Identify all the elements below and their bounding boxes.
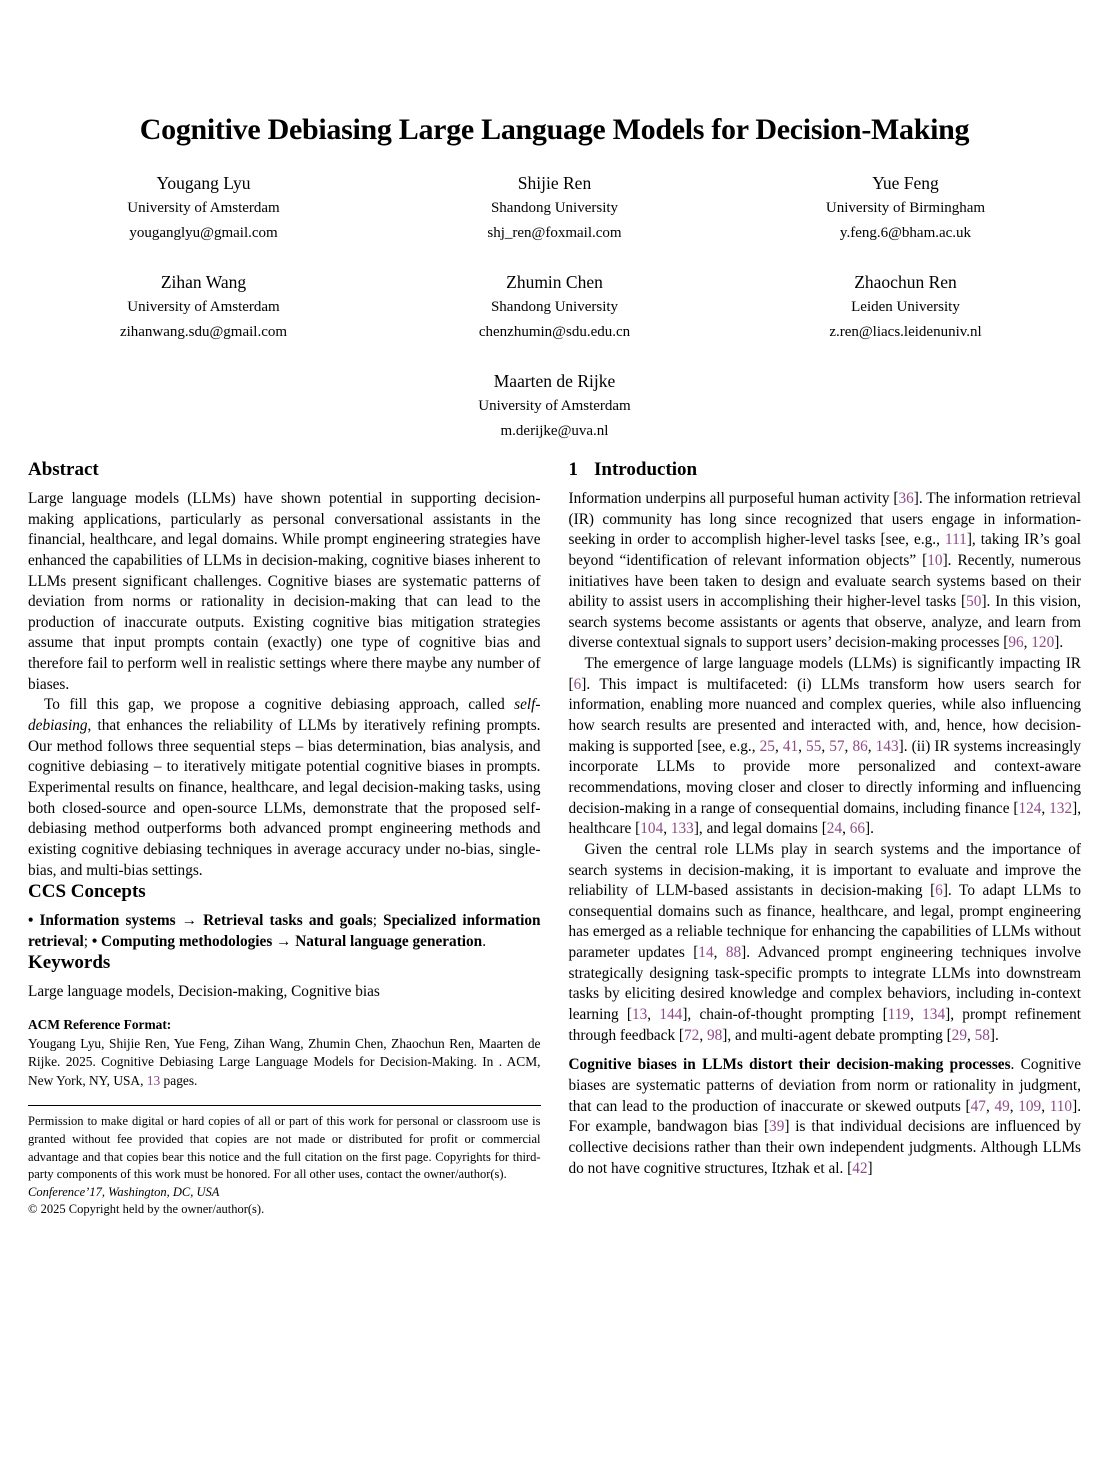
permission-text: Permission to make digital or hard copies of all or part of this work for personal or classroom use is granted without fee provided that copies are not made or distributed for profit or commercial advantage and that copies bear this notice and the full citation on the first page. Copyrights for third-party components of this work must be honored. For all other uses, contact the owner/author(s). — [28, 1114, 541, 1182]
text-segment: ; — [83, 932, 92, 950]
text-segment: , — [985, 1097, 995, 1115]
author-email: zihanwang.sdu@gmail.com — [119, 323, 288, 340]
text-segment: • Information systems → Retrieval tasks and goals — [28, 912, 373, 930]
text-segment: Specialized information retrieval — [28, 912, 541, 950]
text-segment: Information underpins all purposeful human activity [ — [568, 490, 899, 507]
text-segment: , — [1009, 1097, 1019, 1115]
author-block — [730, 271, 1081, 345]
text-segment: , — [821, 737, 830, 755]
text-segment: self-debiasing — [28, 696, 541, 735]
two-column-body — [28, 459, 1081, 1219]
author-email: youganglyu@gmail.com — [129, 224, 278, 241]
text-segment: . — [482, 932, 487, 950]
text-segment: pages. — [160, 1072, 198, 1088]
text-segment: ], healthcare [ — [568, 799, 1082, 838]
text-segment: , — [1023, 634, 1032, 652]
citation-link[interactable]: 50 — [966, 593, 982, 611]
citation-link[interactable]: 6 — [573, 675, 582, 693]
citation-link[interactable]: 119 — [887, 1006, 911, 1024]
author-email: m.derijke@uva.nl — [500, 422, 609, 439]
text-segment: ], prompt refinement through feedback [ — [568, 1006, 1081, 1044]
text-segment: ]. — [865, 820, 874, 838]
text-segment: ] — [867, 1159, 873, 1177]
citation-link[interactable]: 88 — [725, 944, 742, 962]
citation-link[interactable]: 36 — [898, 490, 914, 507]
intro-paragraph-1 — [569, 489, 1082, 654]
text-segment: The emergence of large language models (LLMs) is significantly impacting IR [ — [568, 655, 1081, 693]
citation-link[interactable]: 144 — [659, 1006, 683, 1024]
author-affiliation: Shandong University — [490, 199, 619, 216]
left-column — [28, 459, 541, 1219]
citation-link[interactable]: 133 — [670, 820, 694, 838]
acm-reference-heading: ACM Reference Format: — [28, 1017, 172, 1033]
citation-link[interactable]: 42 — [852, 1159, 868, 1177]
text-segment: , — [647, 1006, 660, 1024]
citation-link[interactable]: 110 — [1049, 1097, 1073, 1115]
author-affiliation: University of Amsterdam — [478, 397, 631, 414]
citation-link[interactable]: 96 — [1008, 634, 1024, 652]
author-affiliation: University of Amsterdam — [127, 298, 280, 315]
text-segment: • Computing methodologies → Natural language generation — [91, 932, 483, 950]
abstract-paragraph-2 — [28, 695, 541, 881]
author-row-3 — [28, 370, 1081, 444]
text-segment: , — [663, 820, 671, 838]
author-block — [730, 172, 1081, 246]
author-name: Zhaochun Ren — [854, 272, 957, 292]
text-segment: ], and legal domains [ — [693, 820, 827, 838]
citation-link[interactable]: 72 — [684, 1026, 700, 1044]
text-segment: , — [867, 737, 876, 755]
author-name: Yougang Lyu — [156, 173, 251, 193]
author-email: shj_ren@foxmail.com — [487, 224, 622, 241]
section-number: 1 — [568, 459, 578, 480]
author-block — [379, 172, 730, 246]
citation-link[interactable]: 111 — [945, 531, 967, 549]
author-email: chenzhumin@sdu.edu.cn — [478, 323, 631, 340]
author-email: z.ren@liacs.leidenuniv.nl — [829, 323, 982, 340]
abstract-heading: Abstract — [28, 459, 99, 480]
permission-block — [28, 1113, 541, 1219]
text-segment: ]. Advanced prompt engineering techniques involve strategically designing task-specific prompts to integrate LLMs into downstream tasks by eliciting desired knowledge and complex behaviors, including in-context learning [ — [568, 944, 1081, 1024]
text-segment: , — [1041, 799, 1050, 817]
introduction-heading — [569, 459, 1082, 481]
author-name: Maarten de Rijke — [493, 371, 616, 391]
copyright-line: © 2025 Copyright held by the owner/author(s). — [28, 1202, 265, 1217]
right-column — [569, 459, 1082, 1219]
citation-link[interactable]: 109 — [1018, 1097, 1042, 1115]
author-name: Shijie Ren — [517, 173, 592, 193]
paper-title: Cognitive Debiasing Large Language Models for Decision-Making — [139, 113, 970, 146]
text-segment: Given the central role LLMs play in search systems and the importance of search systems in decision-making, it is important to evaluate and improve the reliability of LLM-based assistants in decision-making [ — [568, 840, 1081, 900]
author-affiliation: Shandong University — [490, 298, 619, 315]
citation-link[interactable]: 124 — [1018, 799, 1042, 817]
abstract-paragraph-1: Large language models (LLMs) have shown potential in supporting decision-making applications, particularly as personal conversational assistants in the financial, healthcare, and legal domains. While prompt engineering strategies have enhanced the capabilities of LLMs in decision-making, cognitive biases inherent to LLMs present significant challenges. Cognitive biases are systematic patterns of deviation from norms or rationality in decision-making that can lead to the production of inaccurate outputs. Existing cognitive bias mitigation strategies assume that input prompts contain (exactly) one type of cognitive bias and therefore fail to perform well in realistic settings where there maybe any number of biases. — [28, 490, 541, 693]
text-segment: ]. — [1054, 634, 1064, 652]
keywords-heading: Keywords — [28, 952, 111, 974]
text-segment: , — [774, 737, 783, 755]
text-segment: , — [966, 1026, 975, 1044]
citation-link[interactable]: 13 — [146, 1072, 161, 1088]
section-title: Introduction — [594, 459, 698, 480]
acm-reference-block — [28, 1016, 541, 1090]
author-affiliation: University of Birmingham — [825, 199, 986, 216]
author-name: Zhumin Chen — [506, 272, 603, 292]
citation-link[interactable]: 10 — [927, 551, 943, 569]
citation-link[interactable]: 29 — [951, 1026, 967, 1044]
author-affiliation: Leiden University — [851, 298, 960, 315]
author-block — [28, 271, 379, 345]
text-segment: , — [842, 820, 850, 838]
text-segment: ]. In this vision, search systems become assistants or agents that observe, analyze, and learn from diverse contextual signals to support users’ decision-making processes [ — [568, 593, 1081, 652]
footnote-divider — [28, 1105, 541, 1106]
text-segment: ], taking IR’s goal beyond “identification of relevant information objects” [ — [568, 531, 1081, 569]
text-segment: ]. (ii) IR systems increasingly incorporate LLMs to provide more personalized and context-aware recommendations, moving closer and closer to directly informing and influencing decision-making in a range of consequential domains, including finance [ — [568, 737, 1082, 817]
text-segment: , — [713, 944, 726, 962]
text-segment: , — [1041, 1097, 1050, 1115]
text-segment: , — [699, 1026, 707, 1044]
citation-link[interactable]: 13 — [631, 1006, 648, 1024]
text-segment: To fill this gap, we propose a cognitive debiasing approach, called — [44, 696, 515, 714]
citation-link[interactable]: 24 — [826, 820, 843, 838]
author-block — [379, 370, 730, 444]
text-segment: ]. For example, bandwagon bias [ — [568, 1097, 1082, 1136]
citation-link[interactable]: 134 — [922, 1006, 946, 1024]
text-segment: ; — [372, 912, 384, 930]
keywords-text: Large language models, Decision-making, Cognitive bias — [28, 983, 380, 1001]
author-name: Yue Feng — [872, 173, 939, 193]
citation-link[interactable]: 14 — [698, 944, 714, 962]
author-row-1 — [28, 172, 1081, 246]
author-name: Zihan Wang — [160, 272, 247, 292]
intro-paragraph-3 — [569, 840, 1082, 1046]
text-segment: , — [910, 1006, 923, 1024]
text-segment: ], and multi-agent debate prompting [ — [722, 1026, 952, 1044]
ccs-concepts-heading: CCS Concepts — [28, 881, 146, 903]
citation-link[interactable]: 39 — [769, 1118, 785, 1136]
text-segment: , — [844, 737, 853, 755]
citation-link[interactable]: 66 — [849, 820, 866, 838]
citation-link[interactable]: 47 — [970, 1097, 986, 1115]
text-segment: Cognitive biases in LLMs distort their decision-making processes — [568, 1056, 1011, 1074]
acm-reference-text — [28, 1035, 541, 1091]
citation-link[interactable]: 98 — [706, 1026, 723, 1044]
citation-link[interactable]: 6 — [935, 882, 943, 900]
text-segment: ]. This impact is multifaceted: (i) LLMs transform how users search for information, enabling more nuanced and complex queries, while also influencing how search results are presented and interacted with, and, hence, how decision-making is supported [see, e.g., — [568, 675, 1081, 755]
text-segment: ]. The information retrieval (IR) community has long since recognized that users engage in information-seeking in order to accomplish higher-level tasks [see, e.g., — [568, 490, 1081, 549]
text-segment: Yougang Lyu, Shijie Ren, Yue Feng, Zihan Wang, Zhumin Chen, Zhaochun Ren, Maarten de Rijke. 2025. Cognitive Debiasing Large Language Models for Decision-Making. In . ACM, New York, NY, USA, — [28, 1035, 541, 1088]
author-block — [28, 172, 379, 246]
citation-link[interactable]: 120 — [1031, 634, 1055, 652]
citation-link[interactable]: 143 — [875, 737, 899, 755]
citation-link[interactable]: 25 — [759, 737, 775, 755]
intro-paragraph-2 — [569, 654, 1082, 840]
citation-link[interactable]: 49 — [994, 1097, 1010, 1115]
citation-link[interactable]: 55 — [806, 737, 822, 755]
text-segment: . Cognitive biases are systematic patterns of deviation from norm or rationality in judgment, that can lead to the production of inaccurate or skewed outputs [ — [568, 1056, 1081, 1115]
citation-link[interactable]: 132 — [1049, 799, 1073, 817]
author-block — [379, 271, 730, 345]
author-email: y.feng.6@bham.ac.uk — [839, 224, 972, 241]
text-segment: ]. To adapt LLMs to consequential domains such as finance, healthcare, and legal, prompt engineering has emerged as a reliable technique for enhancing the capabilities of LLMs without parameter updates [ — [568, 882, 1081, 962]
text-segment: ]. Recently, numerous initiatives have been taken to design and evaluate search systems based on their ability to assist users in accomplishing their higher-level tasks [ — [568, 551, 1081, 611]
text-segment: ] is that individual decisions are influenced by collective decisions rather than their own independent judgments. Although LLMs do not have cognitive structures, Itzhak et al. [ — [568, 1118, 1082, 1177]
conference-line: Conference’17, Washington, DC, USA — [28, 1184, 220, 1199]
citation-link[interactable]: 104 — [640, 820, 664, 838]
citation-link[interactable]: 57 — [829, 737, 845, 755]
text-segment: , — [798, 737, 807, 755]
text-segment: ], chain-of-thought prompting [ — [682, 1006, 888, 1024]
text-segment: ]. — [989, 1026, 999, 1044]
text-segment: , that enhances the reliability of LLMs by iteratively refining prompts. Our method follows three sequential steps – bias determination, bias analysis, and cognitive debiasing – to iteratively mitigate potential cognitive biases in prompts. Experimental results on finance, healthcare, and legal decision-making tasks, using both closed-source and open-source LLMs, demonstrate that the proposed self-debiasing method outperforms both advanced prompt engineering methods and existing cognitive debiasing techniques in average accuracy under no-bias, single-bias, and multi-bias settings. — [28, 717, 541, 879]
citation-link[interactable]: 58 — [974, 1026, 990, 1044]
citation-link[interactable]: 86 — [852, 737, 868, 755]
intro-paragraph-4 — [569, 1055, 1082, 1179]
ccs-concepts-text — [28, 911, 541, 952]
citation-link[interactable]: 41 — [782, 737, 799, 755]
author-row-2 — [28, 271, 1081, 345]
author-affiliation: University of Amsterdam — [127, 199, 280, 216]
